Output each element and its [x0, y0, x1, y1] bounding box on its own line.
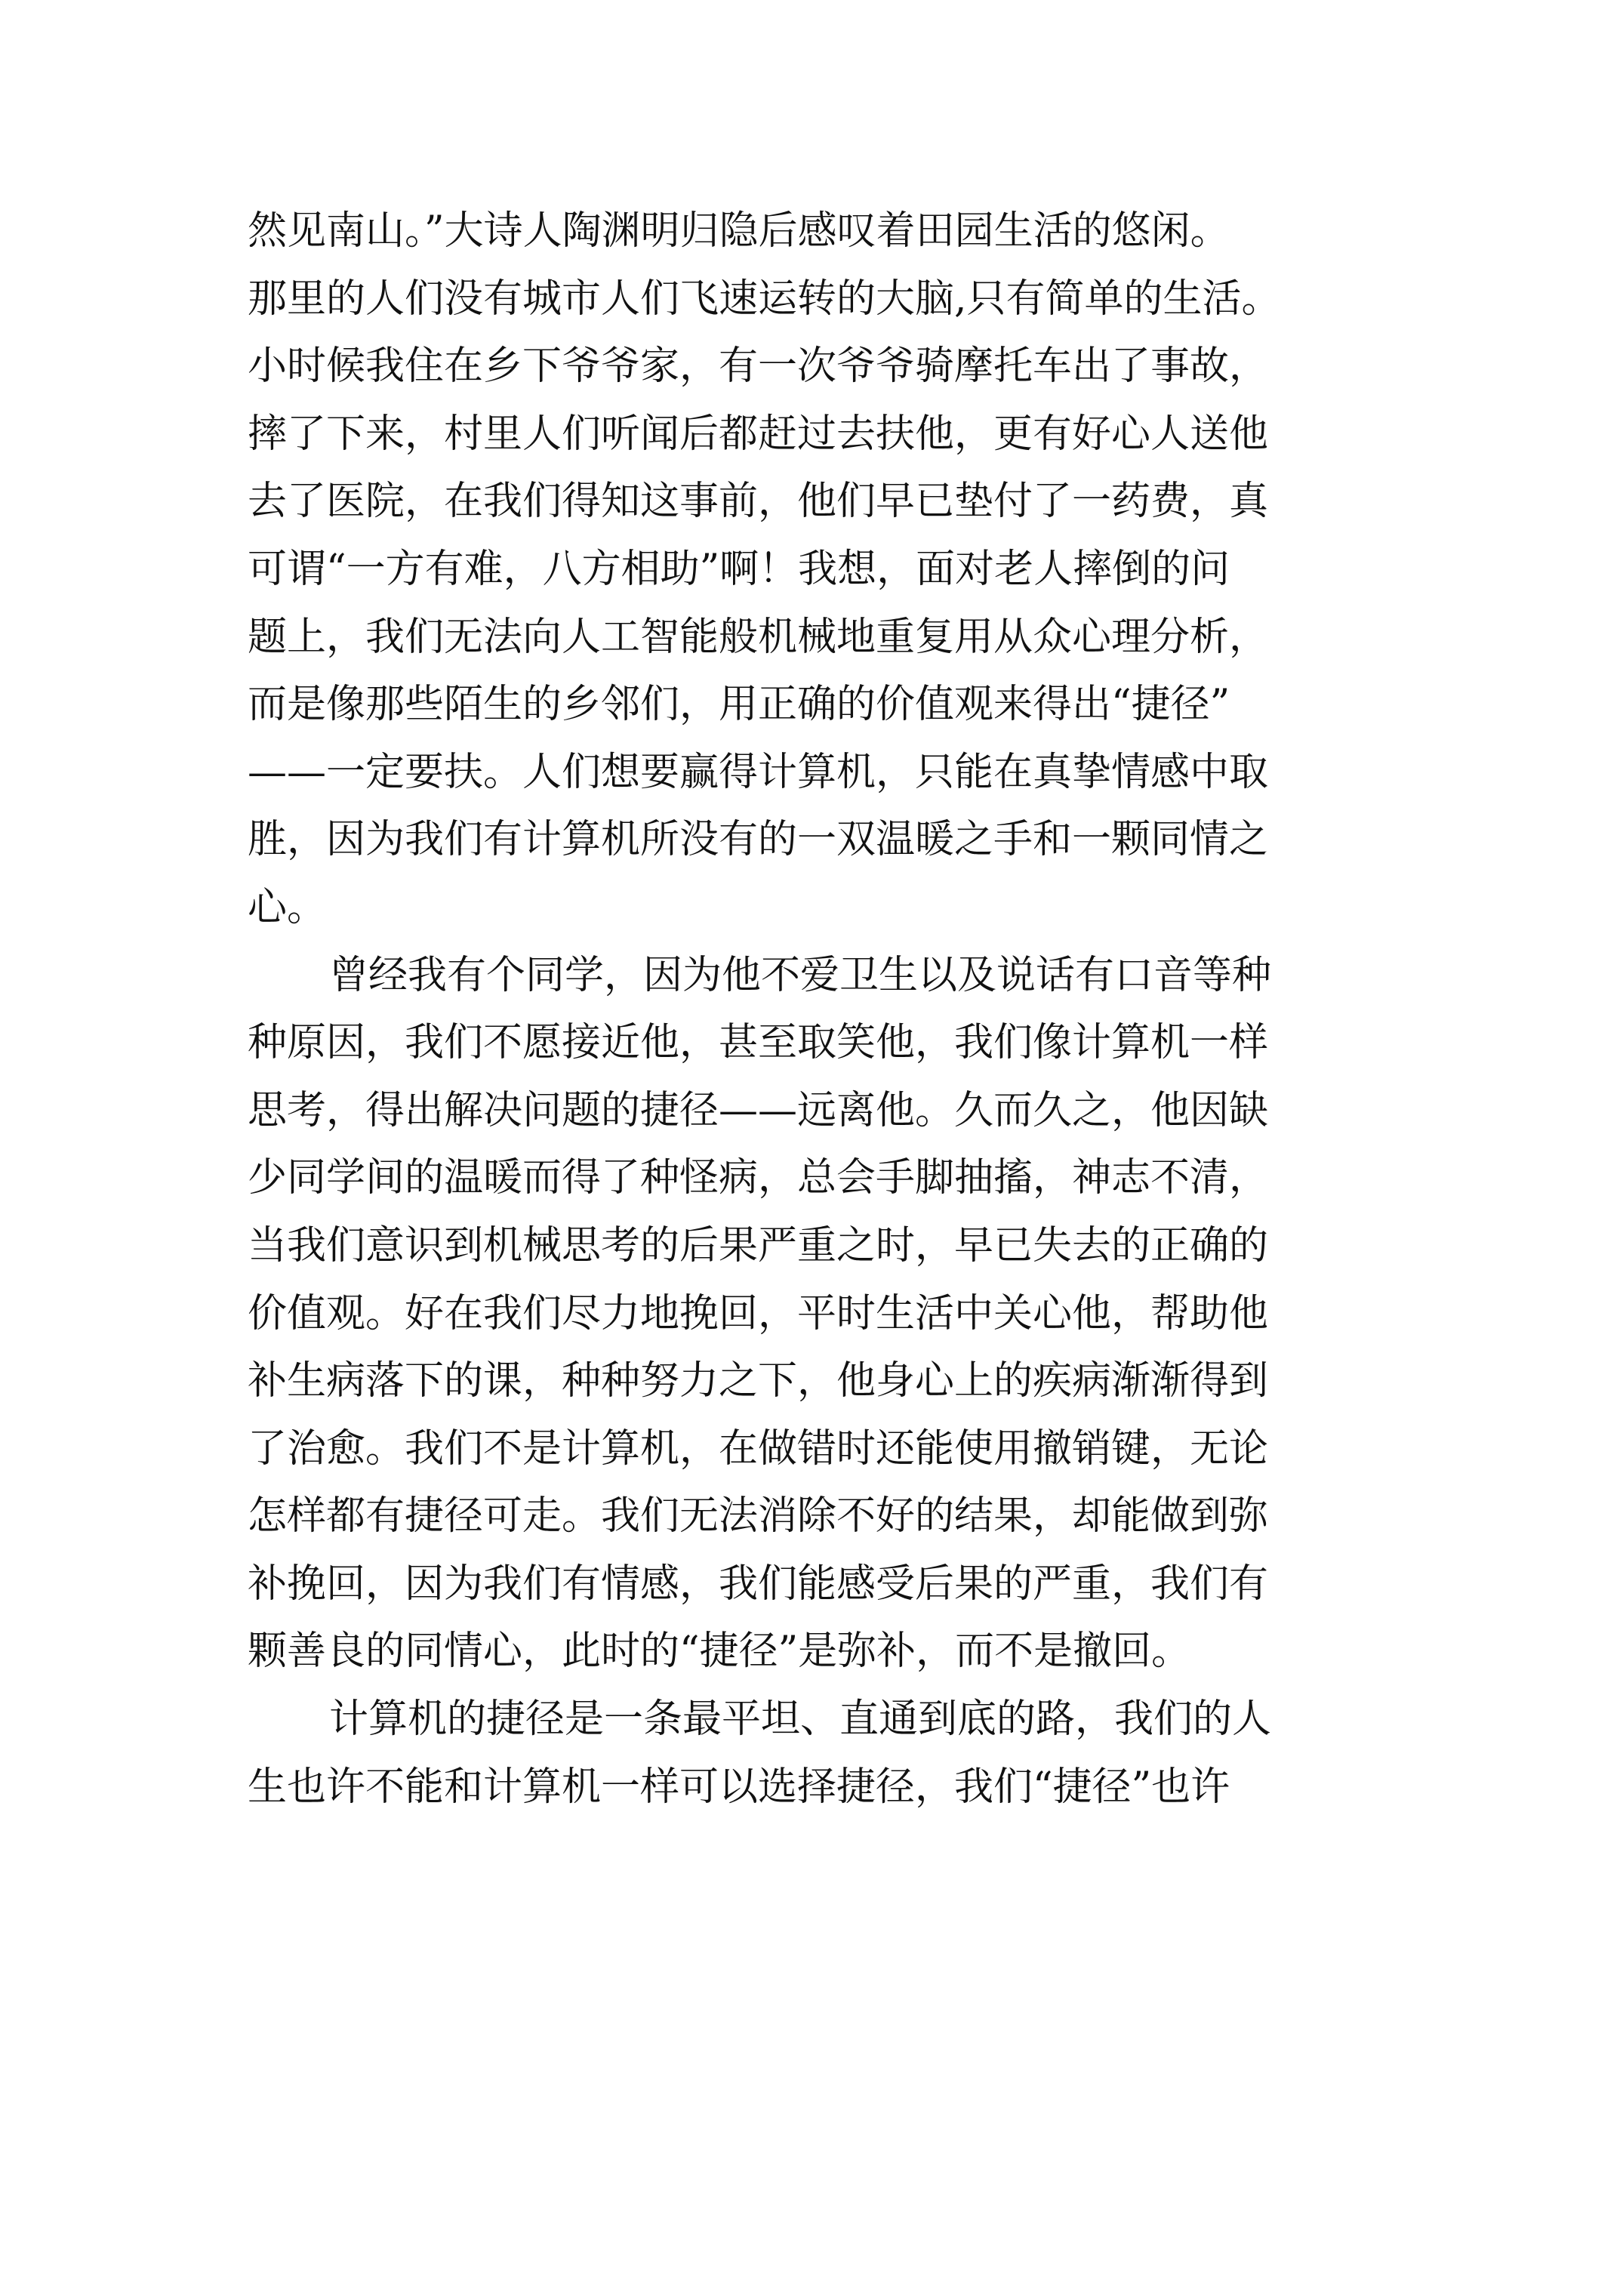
text-line: 价值观。好在我们尽力地挽回，平时生活中关心他，帮助他: [248, 1290, 1269, 1336]
text-line: 怎样都有捷径可走。我们无法消除不好的结果，却能做到弥: [248, 1493, 1269, 1539]
text-line: 心。: [248, 884, 327, 930]
text-line: 然见南山。”大诗人陶渊明归隐后感叹着田园生活的悠闲。: [248, 208, 1230, 254]
text-line: 思考，得出解决问题的捷径——远离他。久而久之，他因缺: [248, 1087, 1269, 1133]
essay-text: [248, 198, 1425, 1821]
text-line: 生也许不能和计算机一样可以选择捷径，我们“捷径”也许: [248, 1764, 1230, 1810]
text-line: 少同学间的温暖而得了种怪病，总会手脚抽搐，神志不清，: [248, 1155, 1269, 1201]
text-line: 补挽回，因为我们有情感，我们能感受后果的严重，我们有: [248, 1561, 1269, 1607]
text-line: 去了医院，在我们得知这事前，他们早已垫付了一药费，真: [248, 479, 1269, 525]
text-line: 可谓“一方有难，八方相助”啊！我想，面对老人摔倒的问: [248, 546, 1230, 592]
text-line: 当我们意识到机械思考的后果严重之时，早已失去的正确的: [248, 1222, 1269, 1268]
text-line: 那里的人们没有城市人们飞速运转的大脑,只有简单的生活。: [248, 276, 1281, 322]
text-line: 种原因，我们不愿接近他，甚至取笑他，我们像计算机一样: [248, 1020, 1269, 1066]
text-line: 小时候我住在乡下爷爷家，有一次爷爷骑摩托车出了事故，: [248, 344, 1269, 390]
paragraph-start-line: 计算机的捷径是一条最平坦、直通到底的路，我们的人: [329, 1697, 1272, 1743]
text-line: ——一定要扶。人们想要赢得计算机，只能在真挚情感中取: [248, 749, 1269, 795]
text-line: 颗善良的同情心，此时的“捷径”是弥补，而不是撤回。: [248, 1629, 1191, 1675]
text-line: 题上，我们无法向人工智能般机械地重复用从众心理分析，: [248, 614, 1269, 660]
text-line: 而是像那些陌生的乡邻们，用正确的价值观来得出“捷径”: [248, 682, 1230, 728]
text-line: 胜，因为我们有计算机所没有的一双温暖之手和一颗同情之: [248, 817, 1269, 863]
text-line: 补生病落下的课，种种努力之下，他身心上的疾病渐渐得到: [248, 1358, 1269, 1404]
text-line: 了治愈。我们不是计算机，在做错时还能使用撤销键，无论: [248, 1425, 1269, 1472]
text-line: 摔了下来，村里人们听闻后都赶过去扶他，更有好心人送他: [248, 411, 1269, 457]
paragraph-start-line: 曾经我有个同学，因为他不爱卫生以及说话有口音等种: [329, 952, 1272, 998]
